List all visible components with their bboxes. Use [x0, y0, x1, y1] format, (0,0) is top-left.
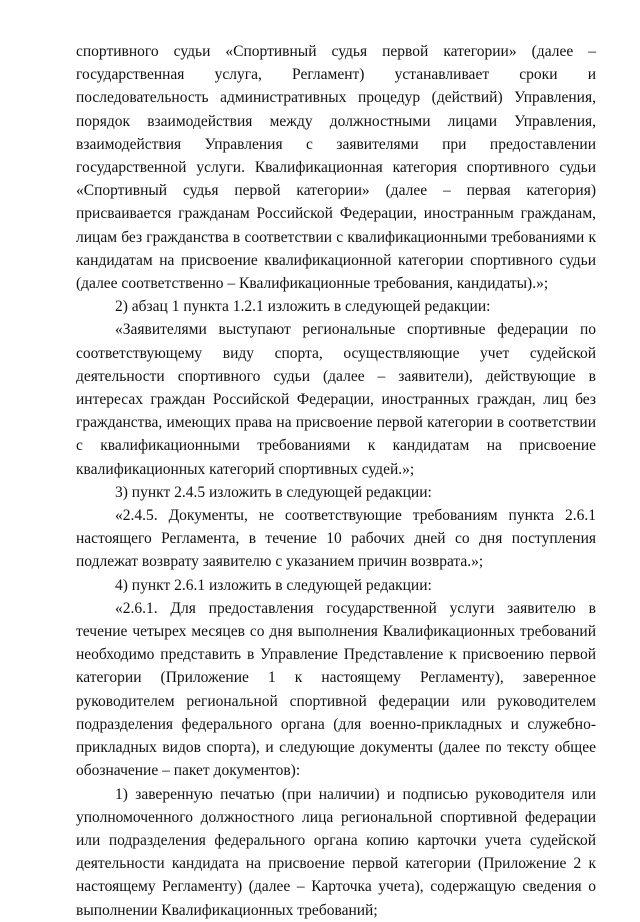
paragraph-4: 3) пункт 2.4.5 изложить в следующей редакции:	[115, 483, 432, 501]
paragraph-1: спортивного судьи «Спортивный судья первой категории» (далее – государственная услуга, Регламент) устанавливает сроки и последовательность административных процедур (действий) Управления, порядок взаимодействия между должностными лицами Управления, взаимодействия Управления с заявителями при предоставлении государственной услуги. Квалификационная категория спортивного судьи «Спортивный судья первой категории» (далее – первая категория) присваивается гражданам Российской Федерации, иностранным гражданам, лицам без гражданства в соответствии с квалификационными требованиями к кандидатам на присвоение квалификационной категории спортивного судьи (далее соответственно – Квалификационные требования, кандидаты).»;	[76, 43, 596, 293]
paragraph-3: «Заявителями выступают региональные спортивные федерации по соответствующему виду спорта, осуществляющие учет судейской деятельности спортивного судьи (далее – заявители), действующие в интересах граждан Российской Федерации, иностранных граждан, лиц без гражданства, имеющих права на присвоение первой категории в соответствии с квалификационными требованиями к кандидатам на присвоение квалификационных категорий спортивных судей.»;	[76, 321, 596, 478]
paragraph-2: 2) абзац 1 пункта 1.2.1 изложить в следующей редакции:	[115, 298, 491, 316]
paragraph-6: 4) пункт 2.6.1 изложить в следующей редакции:	[115, 576, 432, 594]
paragraph-8: 1) заверенную печатью (при наличии) и подписью руководителя или уполномоченного должностного лица региональной спортивной федерации или подразделения федерального органа копию карточки учета судейской деятельности кандидата на присвоение первой категории (Приложение 2 к настоящему Регламенту) (далее – Карточка учета), содержащую сведения о выполнении Квалификационных требований;	[76, 785, 596, 919]
paragraph-7: «2.6.1. Для предоставления государственной услуги заявителю в течение четырех месяцев со дня выполнения Квалификационных требований необходимо представить в Управление Представление к присвоению первой категории (Приложение 1 к настоящему Регламенту), заверенное руководителем региональной спортивной федерации или руководителем подразделения федерального органа (для военно-прикладных и служебно-прикладных видов спорта), и следующие документы (далее по тексту общее обозначение – пакет документов):	[76, 599, 596, 780]
paragraph-5: «2.4.5. Документы, не соответствующие требованиям пункта 2.6.1 настоящего Регламента, в течение 10 рабочих дней со дня поступления подлежат возврату заявителю с указанием причин возврата.»;	[76, 507, 596, 571]
document-page	[76, 40, 596, 922]
